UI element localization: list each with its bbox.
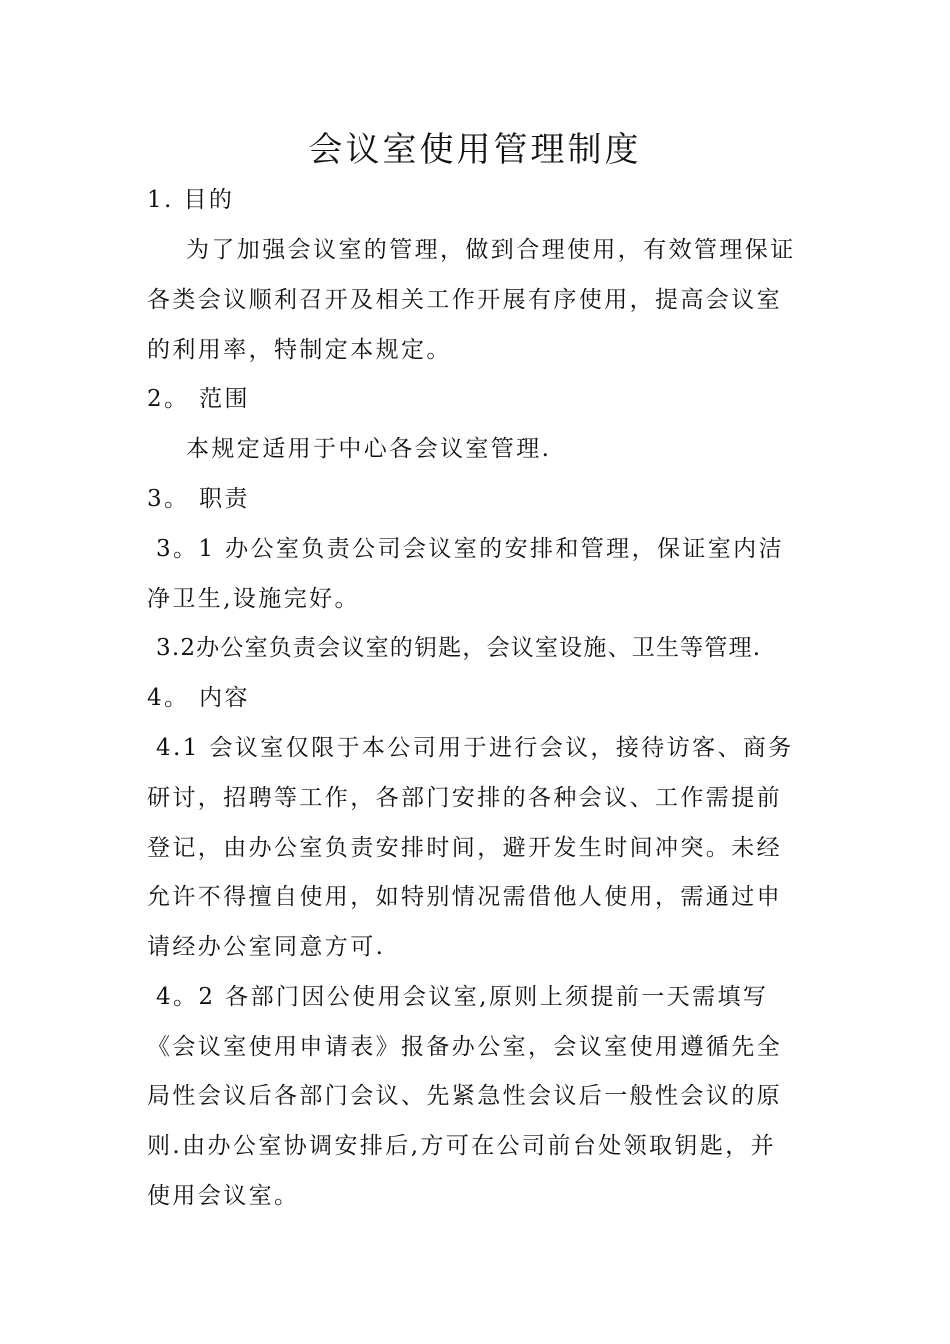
paragraph-line: 研讨，招聘等工作，各部门安排的各种会议、工作需提前 bbox=[147, 785, 782, 811]
paragraph-line: 净卫生,设施完好。 bbox=[147, 586, 360, 612]
section-heading-content: 4。 内容 bbox=[147, 685, 250, 711]
paragraph-line: 为了加强会议室的管理，做到合理使用，有效管理保证 bbox=[186, 237, 796, 263]
paragraph-line: 允许不得擅自使用，如特别情况需借他人使用，需通过申 bbox=[147, 884, 782, 910]
paragraph-line: 4.1 会议室仅限于本公司用于进行会议，接待访客、商务 bbox=[156, 735, 794, 761]
paragraph-line: 的利用率，特制定本规定。 bbox=[147, 337, 452, 363]
document-title: 会议室使用管理制度 bbox=[308, 130, 642, 170]
paragraph-line: 请经办公室同意方可. bbox=[147, 934, 386, 960]
paragraph-line: 本规定适用于中心各会议室管理. bbox=[186, 436, 552, 462]
paragraph-line: 登记，由办公室负责安排时间，避开发生时间冲突。未经 bbox=[147, 835, 782, 861]
paragraph-line: 则.由办公室协调安排后,方可在公司前台处领取钥匙，并 bbox=[147, 1133, 777, 1159]
paragraph-line: 4。2 各部门因公使用会议室,原则上须提前一天需填写 bbox=[156, 984, 769, 1010]
paragraph-line: 局性会议后各部门会议、先紧急性会议后一般性会议的原 bbox=[147, 1083, 782, 1109]
paragraph-line: 《会议室使用申请表》报备办公室，会议室使用遵循先全 bbox=[147, 1034, 782, 1060]
section-heading-scope: 2。 范围 bbox=[147, 386, 250, 412]
paragraph-line: 各类会议顺利召开及相关工作开展有序使用，提高会议室 bbox=[147, 287, 782, 313]
section-heading-duties: 3。 职责 bbox=[147, 486, 250, 512]
paragraph-line: 使用会议室。 bbox=[147, 1183, 300, 1209]
section-heading-purpose: 1. 目的 bbox=[147, 187, 235, 213]
paragraph-line: 3.2办公室负责会议室的钥匙，会议室设施、卫生等管理. bbox=[156, 635, 762, 661]
paragraph-line: 3。1 办公室负责公司会议室的安排和管理，保证室内洁 bbox=[156, 536, 784, 562]
